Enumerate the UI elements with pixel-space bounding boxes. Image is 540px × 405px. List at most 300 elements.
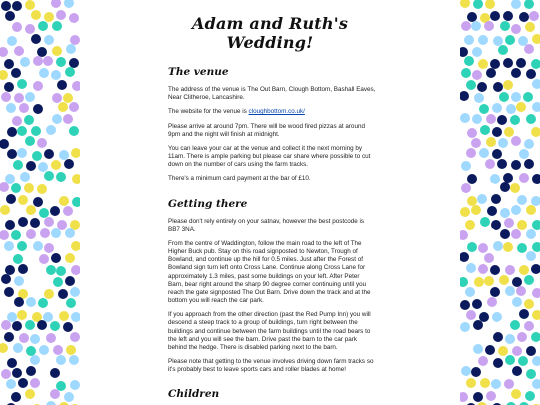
confetti-dot — [526, 205, 536, 215]
confetti-dot — [51, 182, 61, 192]
confetti-dot — [460, 113, 470, 123]
confetti-dot — [504, 311, 514, 321]
confetti-dot — [466, 148, 476, 158]
confetti-dot — [18, 195, 28, 205]
confetti-dot — [65, 67, 75, 77]
confetti-dot — [480, 378, 490, 388]
confetti-dot — [506, 402, 516, 405]
confetti-dot — [524, 299, 534, 309]
confetti-dot — [25, 24, 35, 34]
confetti-dot — [467, 196, 477, 206]
confetti-dot — [525, 391, 535, 401]
confetti-dot — [70, 287, 80, 297]
confetti-dot — [516, 58, 526, 68]
confetti-dot — [17, 148, 27, 158]
confetti-dot — [519, 265, 529, 275]
confetti-dot — [479, 333, 489, 343]
confetti-dot — [56, 57, 66, 67]
confetti-dot — [532, 174, 540, 184]
confetti-dot — [26, 229, 36, 239]
confetti-dot — [532, 310, 540, 320]
confetti-dot — [69, 13, 79, 23]
confetti-dot — [25, 136, 35, 146]
confetti-dot — [69, 102, 79, 112]
confetti-dot — [51, 253, 61, 263]
confetti-dot — [460, 322, 470, 332]
confetti-dot — [1, 369, 11, 379]
confetti-dot — [44, 243, 54, 253]
confetti-dot — [1, 320, 11, 330]
confetti-dot — [66, 44, 76, 54]
venue-heading: The venue — [168, 66, 229, 78]
confetti-dot — [44, 171, 54, 181]
confetti-dot — [19, 103, 29, 113]
confetti-dot — [14, 276, 24, 286]
confetti-dot — [64, 0, 74, 8]
confetti-dot — [492, 103, 502, 113]
confetti-dot — [31, 126, 41, 136]
confetti-dot — [511, 24, 521, 34]
venue-bar-note: There's a minimum card payment at the bar of £10. — [168, 175, 311, 183]
confetti-dot — [51, 160, 61, 170]
confetti-dot — [30, 355, 40, 365]
confetti-dot — [46, 401, 56, 405]
confetti-dot — [511, 205, 521, 215]
confetti-dot — [461, 183, 471, 193]
confetti-dot — [39, 390, 49, 400]
confetti-dot — [26, 297, 36, 307]
confetti-dot — [512, 297, 522, 307]
confetti-dot — [513, 46, 523, 56]
confetti-dot — [12, 205, 22, 215]
confetti-dot — [6, 194, 16, 204]
confetti-dot — [46, 265, 56, 275]
confetti-dot — [44, 149, 54, 159]
confetti-dot — [519, 149, 529, 159]
confetti-dot — [31, 263, 41, 273]
confetti-dot — [473, 392, 483, 402]
confetti-dot — [474, 277, 484, 287]
confetti-dot — [12, 321, 22, 331]
confetti-dot — [490, 59, 500, 69]
confetti-dot — [11, 183, 21, 193]
confetti-dot — [17, 79, 27, 89]
confetti-dot — [487, 206, 497, 216]
confetti-dot — [33, 197, 43, 207]
confetti-dot — [524, 185, 534, 195]
confetti-dot — [485, 345, 495, 355]
confetti-dot — [467, 242, 477, 252]
confetti-dot — [57, 127, 67, 137]
confetti-dot — [30, 218, 40, 228]
confetti-dot — [498, 138, 508, 148]
confetti-dot — [498, 253, 508, 263]
confetti-dot — [17, 126, 27, 136]
confetti-dot — [512, 346, 522, 356]
confetti-dot — [525, 22, 535, 32]
confetti-dot — [478, 243, 488, 253]
confetti-dot — [499, 92, 509, 102]
confetti-dot — [511, 0, 521, 9]
confetti-dot — [32, 151, 42, 161]
confetti-dot — [532, 356, 540, 366]
confetti-dot — [460, 277, 468, 287]
confetti-dot — [44, 217, 54, 227]
confetti-dot — [7, 149, 17, 159]
confetti-dot — [0, 161, 8, 171]
confetti-dot — [461, 161, 471, 171]
confetti-dot — [480, 217, 490, 227]
confetti-dot — [5, 11, 15, 21]
confetti-dot — [472, 299, 482, 309]
confetti-dot — [56, 355, 66, 365]
confetti-dot — [511, 92, 521, 102]
confetti-dot — [531, 332, 540, 342]
confetti-dot — [484, 21, 494, 31]
confetti-dot — [59, 402, 69, 405]
confetti-dot — [0, 343, 8, 353]
confetti-dot — [1, 1, 11, 11]
confetti-dot — [64, 183, 74, 193]
confetti-dot — [504, 127, 514, 137]
confetti-dot — [460, 230, 468, 240]
confetti-dot — [460, 137, 469, 147]
confetti-dot — [24, 46, 34, 56]
confetti-dot — [532, 379, 540, 389]
confetti-dot — [532, 34, 540, 44]
confetti-dot — [52, 46, 62, 56]
confetti-dot — [37, 274, 47, 284]
confetti-dot — [524, 159, 534, 169]
confetti-dot — [498, 346, 508, 356]
confetti-dot — [19, 35, 29, 45]
confetti-dot — [486, 228, 496, 238]
confetti-dot — [500, 208, 510, 218]
confetti-dot — [30, 334, 40, 344]
getting-there-alternate: If you approach from the other direction (past the Red Pump Inn) you will descend a steep track to a group of buildings, turn right between the buildings and continue between the farm buildings until the road bears to the left and you will see the barn. Drive past the barn to the car park behind the hedge. There is disabled parking next to the barn. — [168, 311, 371, 351]
confetti-dot — [526, 114, 536, 124]
confetti-dot — [524, 139, 534, 149]
confetti-dot — [504, 196, 514, 206]
confetti-dot — [7, 358, 17, 368]
confetti-dot — [505, 355, 515, 365]
confetti-dot — [471, 21, 481, 31]
confetti-dot — [532, 220, 540, 230]
confetti-dot — [31, 171, 41, 181]
confetti-dot — [498, 45, 508, 55]
confetti-dot — [490, 287, 500, 297]
confetti-dot — [505, 286, 515, 296]
confetti-dot — [478, 264, 488, 274]
confetti-dot — [500, 182, 510, 192]
confetti-dot — [464, 35, 474, 45]
confetti-dot — [493, 241, 503, 251]
confetti-dot — [72, 174, 80, 184]
confetti-dot — [490, 11, 500, 21]
confetti-dot — [511, 68, 521, 78]
confetti-dot — [71, 265, 80, 275]
confetti-dot — [0, 389, 8, 399]
confetti-dot — [37, 0, 47, 8]
confetti-dot — [517, 195, 527, 205]
confetti-dot — [56, 172, 66, 182]
confetti-dot — [69, 126, 79, 136]
confetti-dot — [473, 344, 483, 354]
confetti-dot — [44, 103, 54, 113]
confetti-dot — [519, 173, 529, 183]
confetti-dot — [490, 174, 500, 184]
confetti-dot — [473, 0, 483, 9]
confetti-dot — [517, 79, 527, 89]
confetti-dot — [461, 366, 471, 376]
venue-arrival: Please arrive at around 7pm. There will be wood fired pizzas at around 9pm and the night will finish at midnight. — [168, 122, 365, 138]
confetti-dot — [31, 34, 41, 44]
confetti-dot — [492, 149, 502, 159]
confetti-dot — [56, 36, 66, 46]
confetti-dot — [59, 150, 69, 160]
confetti-dot — [467, 12, 477, 22]
confetti-dot — [517, 332, 527, 342]
confetti-dot — [37, 138, 47, 148]
confetti-dot — [43, 357, 53, 367]
confetti-dot — [33, 104, 43, 114]
confetti-dot — [477, 287, 487, 297]
confetti-dot — [64, 392, 74, 402]
confetti-dot — [0, 47, 8, 57]
confetti-dot — [467, 174, 477, 184]
confetti-dot — [0, 251, 10, 261]
confetti-dot — [491, 194, 501, 204]
confetti-dot — [56, 266, 66, 276]
confetti-dot — [532, 148, 540, 158]
confetti-dot — [486, 391, 496, 401]
confetti-dot — [472, 70, 482, 80]
confetti-dot — [71, 148, 80, 158]
confetti-dot — [70, 35, 80, 45]
confetti-dot — [59, 311, 69, 321]
confetti-dot — [473, 320, 483, 330]
confetti-dot — [0, 205, 10, 215]
confetti-dot — [18, 264, 28, 274]
confetti-dot — [460, 91, 469, 101]
confetti-dot — [460, 252, 469, 262]
confetti-dot — [532, 288, 540, 298]
confetti-dot — [466, 263, 476, 273]
confetti-dot — [14, 46, 24, 56]
confetti-dot — [526, 346, 536, 356]
confetti-dot — [519, 402, 529, 405]
confetti-dot — [40, 228, 50, 238]
confetti-dot — [25, 0, 35, 10]
confetti-dot — [460, 343, 469, 353]
confetti-dot — [485, 90, 495, 100]
confetti-dot — [485, 322, 495, 332]
confetti-dot — [524, 275, 534, 285]
confetti-dot — [485, 45, 495, 55]
confetti-dot — [25, 389, 35, 399]
confetti-dot — [26, 161, 36, 171]
getting-there-note: Please note that getting to the venue involves driving down farm tracks so it's probably best to leave sports cars and roller blades at home! — [168, 358, 374, 374]
confetti-dot — [59, 196, 69, 206]
confetti-dot — [43, 380, 53, 390]
confetti-dot — [465, 287, 475, 297]
confetti-dot — [504, 218, 514, 228]
confetti-dot — [58, 102, 68, 112]
confetti-dot — [460, 300, 470, 310]
confetti-dot — [491, 379, 501, 389]
confetti-dot — [492, 127, 502, 137]
confetti-dot — [56, 10, 66, 20]
left-confetti-border — [0, 0, 80, 405]
confetti-dot — [18, 217, 28, 227]
confetti-dot — [499, 275, 509, 285]
confetti-dot — [490, 265, 500, 275]
confetti-dot — [46, 125, 56, 135]
confetti-dot — [519, 128, 529, 138]
confetti-dot — [44, 12, 54, 22]
confetti-dot — [69, 355, 79, 365]
confetti-dot — [12, 116, 22, 126]
confetti-dot — [478, 356, 488, 366]
confetti-dot — [465, 220, 475, 230]
confetti-dot — [505, 265, 515, 275]
confetti-dot — [38, 21, 48, 31]
confetti-dot — [65, 228, 75, 238]
site-title: Adam and Ruth's Wedding! — [191, 14, 349, 52]
confetti-dot — [493, 358, 503, 368]
confetti-dot — [66, 298, 76, 308]
venue-website-prefix: The website for the venue is — [168, 108, 249, 116]
confetti-dot — [26, 366, 36, 376]
confetti-dot — [486, 114, 496, 124]
getting-there-directions: From the centre of Waddington, follow the main road to the left of The Higher Buck pub. Stay on this road signposted to Newton, Trough of Bowland, and continue up the hill for 0.5 miles. Just after the Forest of Bowland sign turn left onto Cross Lane. Continue along Cross Lane for approximately 1.3 miles, past some buildings on your left. After Peter Barn, bear right around the sharp 90 degree corner continuing until you reach the gate signposted The Out Barn. Drive down the track and at the bottom you will reach the car park. — [168, 239, 371, 305]
right-confetti-border — [460, 0, 540, 405]
confetti-dot — [503, 242, 513, 252]
confetti-dot — [531, 127, 540, 137]
confetti-dot — [44, 35, 54, 45]
confetti-dot — [484, 253, 494, 263]
confetti-dot — [505, 35, 515, 45]
confetti-dot — [64, 159, 74, 169]
confetti-dot — [503, 11, 513, 21]
confetti-dot — [532, 102, 540, 112]
confetti-dot — [53, 277, 63, 287]
confetti-dot — [7, 36, 17, 46]
confetti-dot — [51, 70, 61, 80]
confetti-dot — [471, 138, 481, 148]
confetti-dot — [4, 59, 14, 69]
confetti-dot — [0, 139, 9, 149]
venue-website — [168, 108, 376, 116]
confetti-dot — [503, 173, 513, 183]
confetti-dot — [474, 160, 484, 170]
confetti-dot — [12, 368, 22, 378]
confetti-dot — [517, 243, 527, 253]
confetti-dot — [37, 184, 47, 194]
confetti-dot — [510, 252, 520, 262]
confetti-dot — [479, 148, 489, 158]
confetti-dot — [472, 47, 482, 57]
confetti-dot — [50, 389, 60, 399]
confetti-dot — [504, 149, 514, 159]
confetti-dot — [0, 230, 9, 240]
getting-there-heading: Getting there — [168, 197, 248, 210]
confetti-dot — [52, 114, 62, 124]
confetti-dot — [69, 58, 79, 68]
confetti-dot — [471, 367, 481, 377]
confetti-dot — [20, 172, 30, 182]
confetti-dot — [65, 276, 75, 286]
confetti-dot — [40, 91, 50, 101]
confetti-dot — [72, 197, 80, 207]
confetti-dot — [57, 241, 67, 251]
confetti-dot — [503, 80, 513, 90]
confetti-dot — [532, 242, 540, 252]
confetti-dot — [44, 289, 54, 299]
confetti-dot — [58, 289, 68, 299]
confetti-dot — [63, 114, 73, 124]
confetti-dot — [480, 125, 490, 135]
confetti-dot — [4, 241, 14, 251]
confetti-dot — [4, 332, 14, 342]
confetti-dot — [20, 10, 30, 20]
confetti-dot — [486, 137, 496, 147]
confetti-dot — [0, 116, 9, 126]
confetti-dot — [518, 356, 528, 366]
confetti-dot — [1, 92, 11, 102]
confetti-dot — [63, 206, 73, 216]
confetti-dot — [25, 320, 35, 330]
confetti-dot — [485, 159, 495, 169]
venue-website-link[interactable]: cloughbottom.co.uk/ — [248, 108, 305, 116]
confetti-dot — [465, 355, 475, 365]
confetti-dot — [499, 391, 509, 401]
confetti-dot — [466, 335, 476, 345]
confetti-dot — [39, 254, 49, 264]
confetti-dot — [50, 321, 60, 331]
confetti-dot — [11, 392, 21, 402]
confetti-dot — [497, 159, 507, 169]
content-column — [164, 0, 376, 405]
confetti-dot — [504, 379, 514, 389]
confetti-dot — [511, 160, 521, 170]
confetti-dot — [531, 59, 540, 69]
confetti-dot — [1, 274, 11, 284]
confetti-dot — [0, 299, 10, 309]
confetti-dot — [26, 205, 36, 215]
confetti-dot — [471, 205, 481, 215]
confetti-dot — [523, 92, 533, 102]
confetti-dot — [532, 79, 540, 89]
confetti-dot — [473, 228, 483, 238]
confetti-dot — [524, 44, 534, 54]
confetti-dot — [460, 207, 470, 217]
confetti-dot — [497, 367, 507, 377]
confetti-dot — [37, 320, 47, 330]
confetti-dot — [460, 0, 470, 8]
confetti-dot — [46, 333, 56, 343]
confetti-dot — [511, 229, 521, 239]
confetti-dot — [33, 81, 43, 91]
confetti-dot — [484, 366, 494, 376]
confetti-dot — [487, 183, 497, 193]
confetti-dot — [460, 392, 468, 402]
confetti-dot — [20, 57, 30, 67]
confetti-dot — [466, 378, 476, 388]
confetti-dot — [4, 287, 14, 297]
confetti-dot — [486, 68, 496, 78]
confetti-dot — [497, 0, 507, 10]
